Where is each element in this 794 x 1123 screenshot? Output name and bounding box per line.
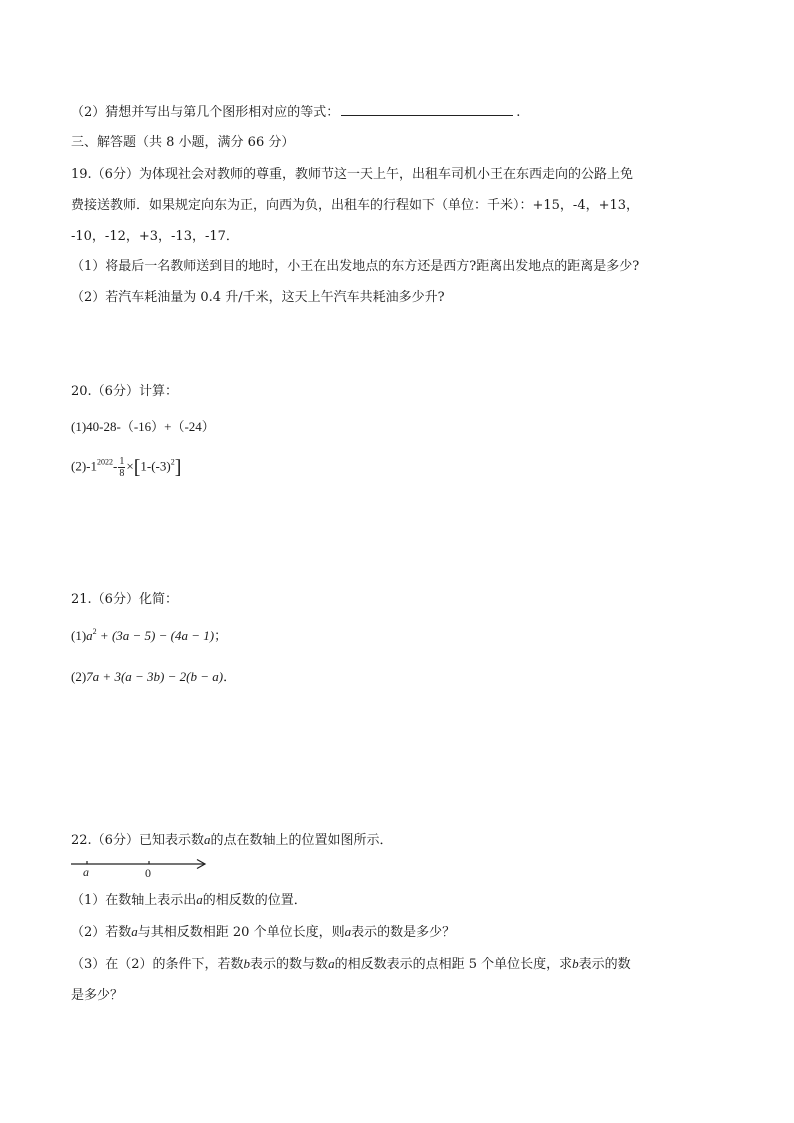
q22-part2-var: a bbox=[131, 924, 138, 939]
axis-label-0: 0 bbox=[145, 866, 151, 880]
q21-part2 bbox=[71, 668, 236, 686]
fraction-denominator: 8 bbox=[119, 468, 125, 479]
q22-part2-b: 与其相反数相距 20 个单位长度，则 bbox=[137, 925, 345, 940]
q20-inner-exp: 2 bbox=[170, 457, 175, 467]
q22-part1-a: （1）在数轴上表示出 bbox=[71, 893, 197, 908]
q20-part2-prefix: (2)-1 bbox=[71, 458, 97, 474]
answer-blank[interactable] bbox=[341, 103, 513, 116]
q21-part1-var: a bbox=[86, 628, 93, 643]
q20-right-bracket: ] bbox=[174, 456, 182, 479]
q22-title-var: a bbox=[203, 832, 211, 847]
fraction-numerator: 1 bbox=[119, 456, 125, 467]
q20-part1: (1)40-28-（-16）+（-24） bbox=[71, 419, 215, 434]
q20-inner: 1-(-3) bbox=[140, 458, 171, 474]
q22-title-a: 22.（6分）已知表示数 bbox=[71, 833, 204, 848]
q22-part3-var3: b bbox=[572, 956, 579, 971]
q19-part1: （1）将最后一名教师送到目的地时，小王在出发地点的东方还是西方?距离出发地点的距离是多少? bbox=[71, 259, 640, 274]
q21-part2-prefix: (2) bbox=[71, 669, 87, 684]
q22-part3-c: 的相反数表示的点相距 5 个单位长度，求 bbox=[334, 957, 573, 972]
q20-times: × bbox=[126, 458, 134, 474]
q21-part1 bbox=[71, 627, 227, 645]
q22-part1 bbox=[71, 891, 307, 910]
q21-part1-exp: 2 bbox=[92, 627, 97, 636]
q20-left-bracket: [ bbox=[133, 456, 141, 479]
q21-part2-expr: 7a + 3(a − 3b) − 2(b − a) bbox=[86, 669, 224, 684]
q22-part3-cont: 是多少？ bbox=[71, 988, 124, 1003]
q22-part2 bbox=[71, 923, 455, 942]
q19-line3: -10，-12，+3，-13，-17． bbox=[71, 229, 239, 244]
number-line bbox=[68, 856, 213, 882]
q22-part2-a: （2）若数 bbox=[71, 925, 132, 940]
q20-part2-minus: - bbox=[113, 458, 118, 474]
q21-title: 21.（6分）化简： bbox=[71, 592, 178, 607]
q22-part3 bbox=[71, 955, 631, 974]
q22-title bbox=[71, 831, 392, 850]
q22-part3-a: （3）在（2）的条件下，若数 bbox=[71, 957, 244, 972]
q22-part3-d: 表示的数 bbox=[578, 957, 631, 972]
q22-part3-var2: a bbox=[328, 956, 335, 971]
q22-part2-var2: a bbox=[344, 924, 352, 939]
q20-title: 20.（6分）计算： bbox=[71, 384, 178, 399]
q22-part2-c: 表示的数是多少？ bbox=[351, 925, 456, 940]
q21-part1-rest: + (3a − 5) − (4a − 1) bbox=[96, 628, 215, 643]
q18-part2-end: . bbox=[516, 105, 521, 120]
q21-part1-end: ； bbox=[214, 628, 228, 643]
q20-part2 bbox=[71, 456, 181, 479]
q21-part2-end: ． bbox=[223, 669, 237, 684]
q22-part3-var: b bbox=[243, 956, 251, 971]
q22-title-b: 的点在数轴上的位置如图所示． bbox=[210, 833, 393, 848]
axis-label-a: a bbox=[83, 865, 89, 879]
section3-title: 三、解答题（共 8 小题，满分 66 分） bbox=[71, 135, 295, 150]
q21-part1-prefix: (1) bbox=[71, 628, 87, 643]
q18-part2-text: （2）猜想并写出与第几个图形相对应的等式： bbox=[71, 105, 340, 120]
q22-part3-b: 表示的数与数 bbox=[250, 957, 329, 972]
q22-part1-b: 的相反数的位置． bbox=[202, 893, 307, 908]
q19-line1: 19.（6分）为体现社会对教师的尊重，教师节这一天上午，出租车司机小王在东西走向的公路上免 bbox=[71, 167, 633, 182]
q18-part2 bbox=[71, 103, 520, 122]
q20-fraction bbox=[118, 456, 125, 479]
q20-part2-exp: 2022 bbox=[97, 457, 113, 467]
q19-line2: 费接送教师．如果规定向东为正，向西为负，出租车的行程如下（单位：千米）：+15，-4，+13， bbox=[71, 198, 640, 213]
q19-part2: （2）若汽车耗油量为 0.4 升/千米，这天上午汽车共耗油多少升? bbox=[71, 290, 445, 305]
q22-part1-var: a bbox=[196, 892, 203, 907]
